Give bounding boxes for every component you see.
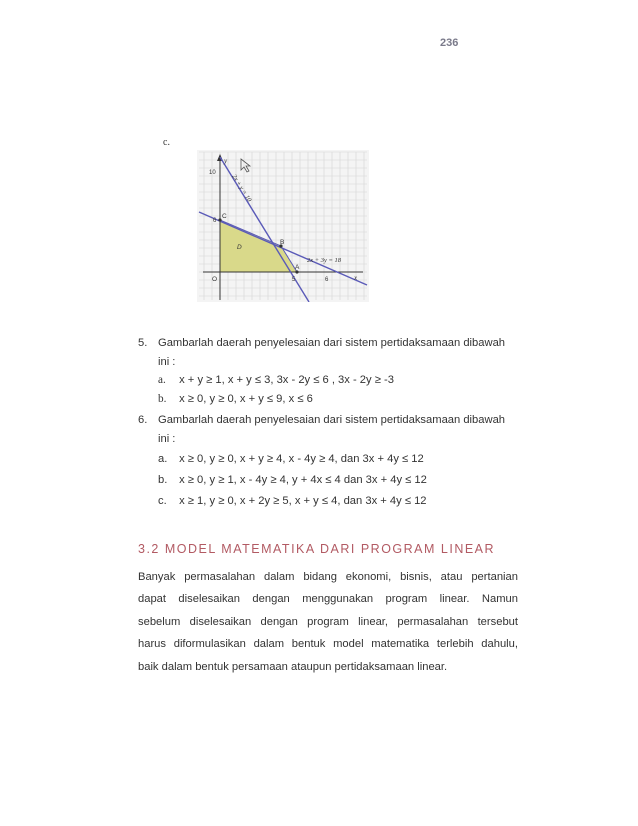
- x-tick-6: 6: [325, 277, 329, 283]
- exercise-number: 5.: [138, 337, 148, 349]
- region-label: D: [237, 244, 242, 251]
- x-axis-label: x: [354, 274, 358, 282]
- exercise-6-item-b: [158, 474, 427, 486]
- exercise-text-line2: ini :: [158, 433, 176, 445]
- item-label: a.: [158, 453, 168, 465]
- exercise-6-item-c: [158, 495, 427, 507]
- section-title: 3.2 MODEL MATEMATIKA DARI PROGRAM LINEAR: [138, 542, 496, 556]
- graph-figure: [197, 150, 369, 302]
- paragraph-line: dapat diselesaikan dengan menggunakan program linear. Namun: [138, 593, 518, 606]
- exercise-text-line1: Gambarlah daerah penyelesaian dari sistem pertidaksamaan dibawah: [158, 414, 506, 426]
- line1-label: 2x + y = 10: [230, 173, 253, 204]
- line2-label: 2x + 3y = 18: [307, 257, 342, 264]
- item-label: a.: [158, 374, 166, 386]
- item-text: x ≥ 0, y ≥ 0, x + y ≥ 4, x - 4y ≥ 4, dan 3x + 4y ≤ 12: [179, 453, 424, 465]
- exercise-5-item-a: [158, 374, 394, 386]
- point-c-label: C: [222, 213, 227, 220]
- point-a-label: A: [295, 264, 300, 271]
- item-text: x ≥ 0, y ≥ 1, x - 4y ≥ 4, y + 4x ≤ 4 dan 3x + 4y ≤ 12: [179, 474, 427, 486]
- item-text: x ≥ 1, y ≥ 0, x + 2y ≥ 5, x + y ≤ 4, dan 3x + 4y ≤ 12: [179, 495, 427, 507]
- y-tick-10: 10: [209, 170, 216, 176]
- point-b-label: B: [280, 239, 285, 246]
- exercise-text-line1: Gambarlah daerah penyelesaian dari sistem pertidaksamaan dibawah: [158, 337, 506, 349]
- item-label: b.: [158, 393, 167, 405]
- figure-label: c.: [163, 137, 170, 148]
- graph-svg: [197, 150, 369, 302]
- item-text: x + y ≥ 1, x + y ≤ 3, 3x - 2y ≤ 6 , 3x - 2y ≥ -3: [179, 374, 394, 386]
- x-tick-5: 5: [292, 277, 296, 283]
- paragraph-line: harus diformulasikan dalam bentuk model matematika terlebih dahulu,: [138, 638, 518, 651]
- page-number: 236: [440, 37, 459, 49]
- y-tick-6: 6: [213, 218, 217, 224]
- exercise-number: 6.: [138, 414, 148, 426]
- paragraph-line: Banyak permasalahan dalam bidang ekonomi, bisnis, atau pertanian: [138, 571, 518, 583]
- paragraph-line: sebelum diselesaikan dengan program linear, permasalahan tersebut: [138, 615, 518, 628]
- exercise-6-item-a: [158, 453, 424, 465]
- exercise-5-item-b: [158, 393, 313, 405]
- section-paragraph: [138, 566, 518, 678]
- exercise-text-line2: ini :: [158, 356, 176, 368]
- y-axis-label: y: [224, 157, 228, 165]
- paragraph-line: baik dalam bentuk persamaan ataupun pertidaksamaan linear.: [138, 660, 448, 673]
- origin-label: O: [212, 276, 218, 283]
- item-text: x ≥ 0, y ≥ 0, x + y ≤ 9, x ≤ 6: [179, 393, 313, 405]
- item-label: b.: [158, 474, 168, 486]
- arrow-cursor-icon: [241, 159, 250, 172]
- item-label: c.: [158, 495, 167, 507]
